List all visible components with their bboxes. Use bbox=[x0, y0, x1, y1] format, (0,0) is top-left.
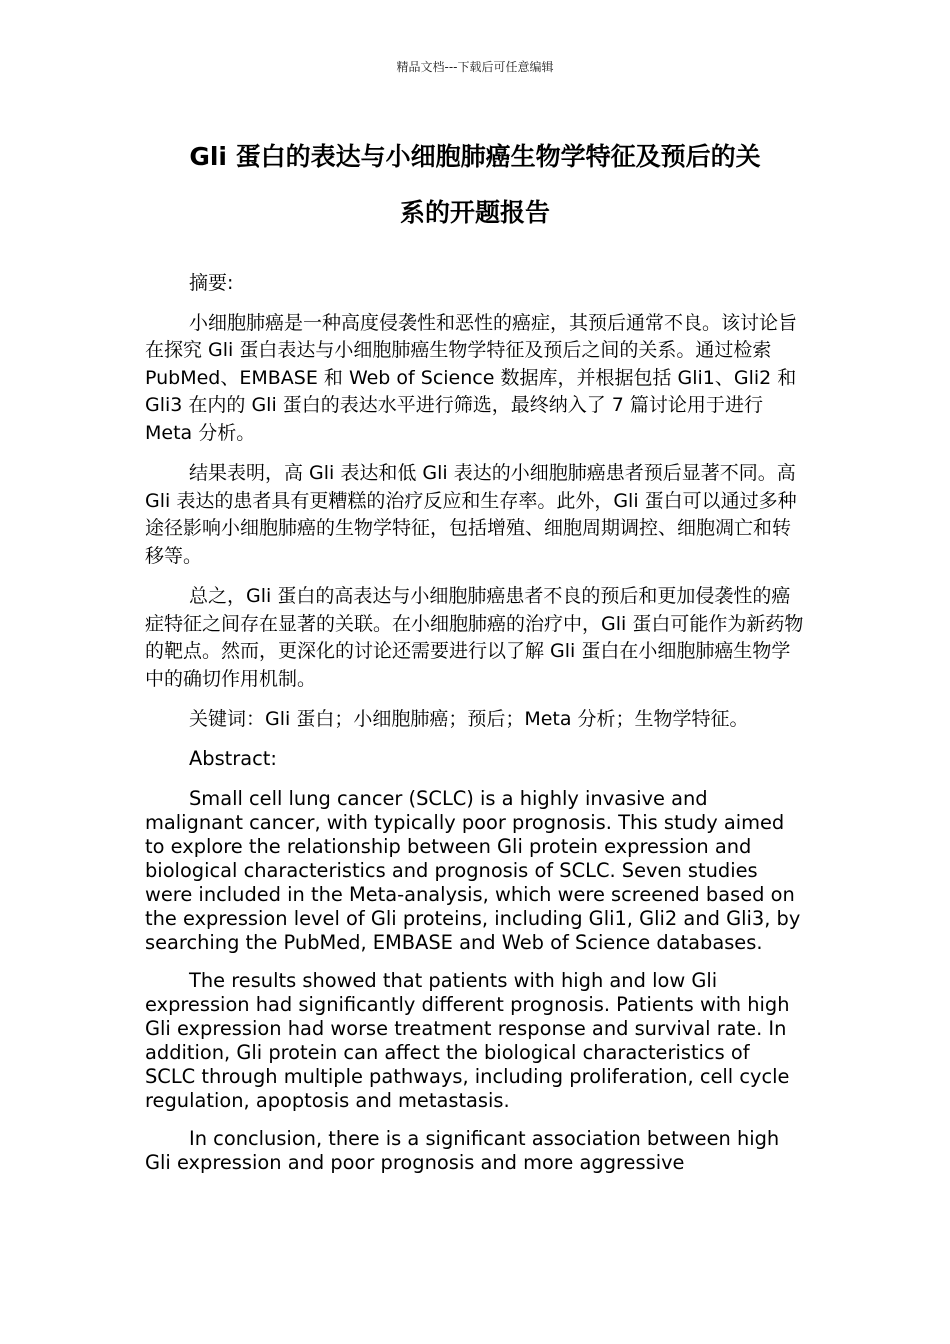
header-note: 精品文档---下载后可任意编辑 bbox=[396, 60, 554, 74]
abstract-cn-paragraph-2: 结果表明，高 Gli 表达和低 Gli 表达的小细胞肺癌患者预后显著不同。高 Gli 表达的患者具有更糟糕的治疗反应和生存率。此外，Gli 蛋白可以通过多种途径影响小细胞肺癌的生物学特征，包括增殖、细胞周期调控、细胞凋亡和转移等。 bbox=[145, 462, 797, 567]
document-title-line-1: Gli 蛋白的表达与小细胞肺癌生物学特征及预后的关 bbox=[189, 142, 761, 171]
abstract-en-label: Abstract: bbox=[189, 746, 277, 770]
abstract-en-paragraph-3: In conclusion, there is a significant association between high Gli expression and poor prognosis and more aggressive bbox=[145, 1126, 780, 1174]
abstract-cn-label: 摘要: bbox=[189, 272, 234, 294]
keywords-cn: 关键词：Gli 蛋白；小细胞肺癌；预后；Meta 分析；生物学特征。 bbox=[189, 708, 749, 730]
abstract-en-paragraph-1: Small cell lung cancer (SCLC) is a highly invasive and malignant cancer, with typically poor prognosis. This study aimed to explore the relationship between Gli protein expression and biological characteristics and prognosis of SCLC. Seven studies were included in the Meta-analysis, which were screened based on the expression level of Gli proteins, including Gli1, Gli2 and Gli3, by searching the PubMed, EMBASE and Web of Science databases. bbox=[145, 786, 801, 954]
abstract-cn-paragraph-1: 小细胞肺癌是一种高度侵袭性和恶性的癌症，其预后通常不良。该讨论旨在探究 Gli 蛋白表达与小细胞肺癌生物学特征及预后之间的关系。通过检索 PubMed、EMBASE 和 Web of Science 数据库，并根据包括 Gli1、Gli2 和 Gli3 在内的 Gli 蛋白的表达水平进行筛选，最终纳入了 7 篇讨论用于进行 Meta 分析。 bbox=[145, 311, 798, 444]
document-body bbox=[145, 270, 805, 1189]
document-title-line-2: 系的开题报告 bbox=[399, 198, 550, 227]
abstract-en-paragraph-2: The results showed that patients with high and low Gli expression had significantly different prognosis. Patients with high Gli expression had worse treatment response and survival rate. In addition, Gli protein can affect the biological characteristics of SCLC through multiple pathways, including proliferation, cell cycle regulation, apoptosis and metastasis. bbox=[145, 968, 790, 1112]
abstract-cn-paragraph-3: 总之，Gli 蛋白的高表达与小细胞肺癌患者不良的预后和更加侵袭性的癌症特征之间存在显著的关联。在小细胞肺癌的治疗中，Gli 蛋白可能作为新药物的靶点。然而，更深化的讨论还需要进行以了解 Gli 蛋白在小细胞肺癌生物学中的确切作用机制。 bbox=[145, 585, 804, 690]
